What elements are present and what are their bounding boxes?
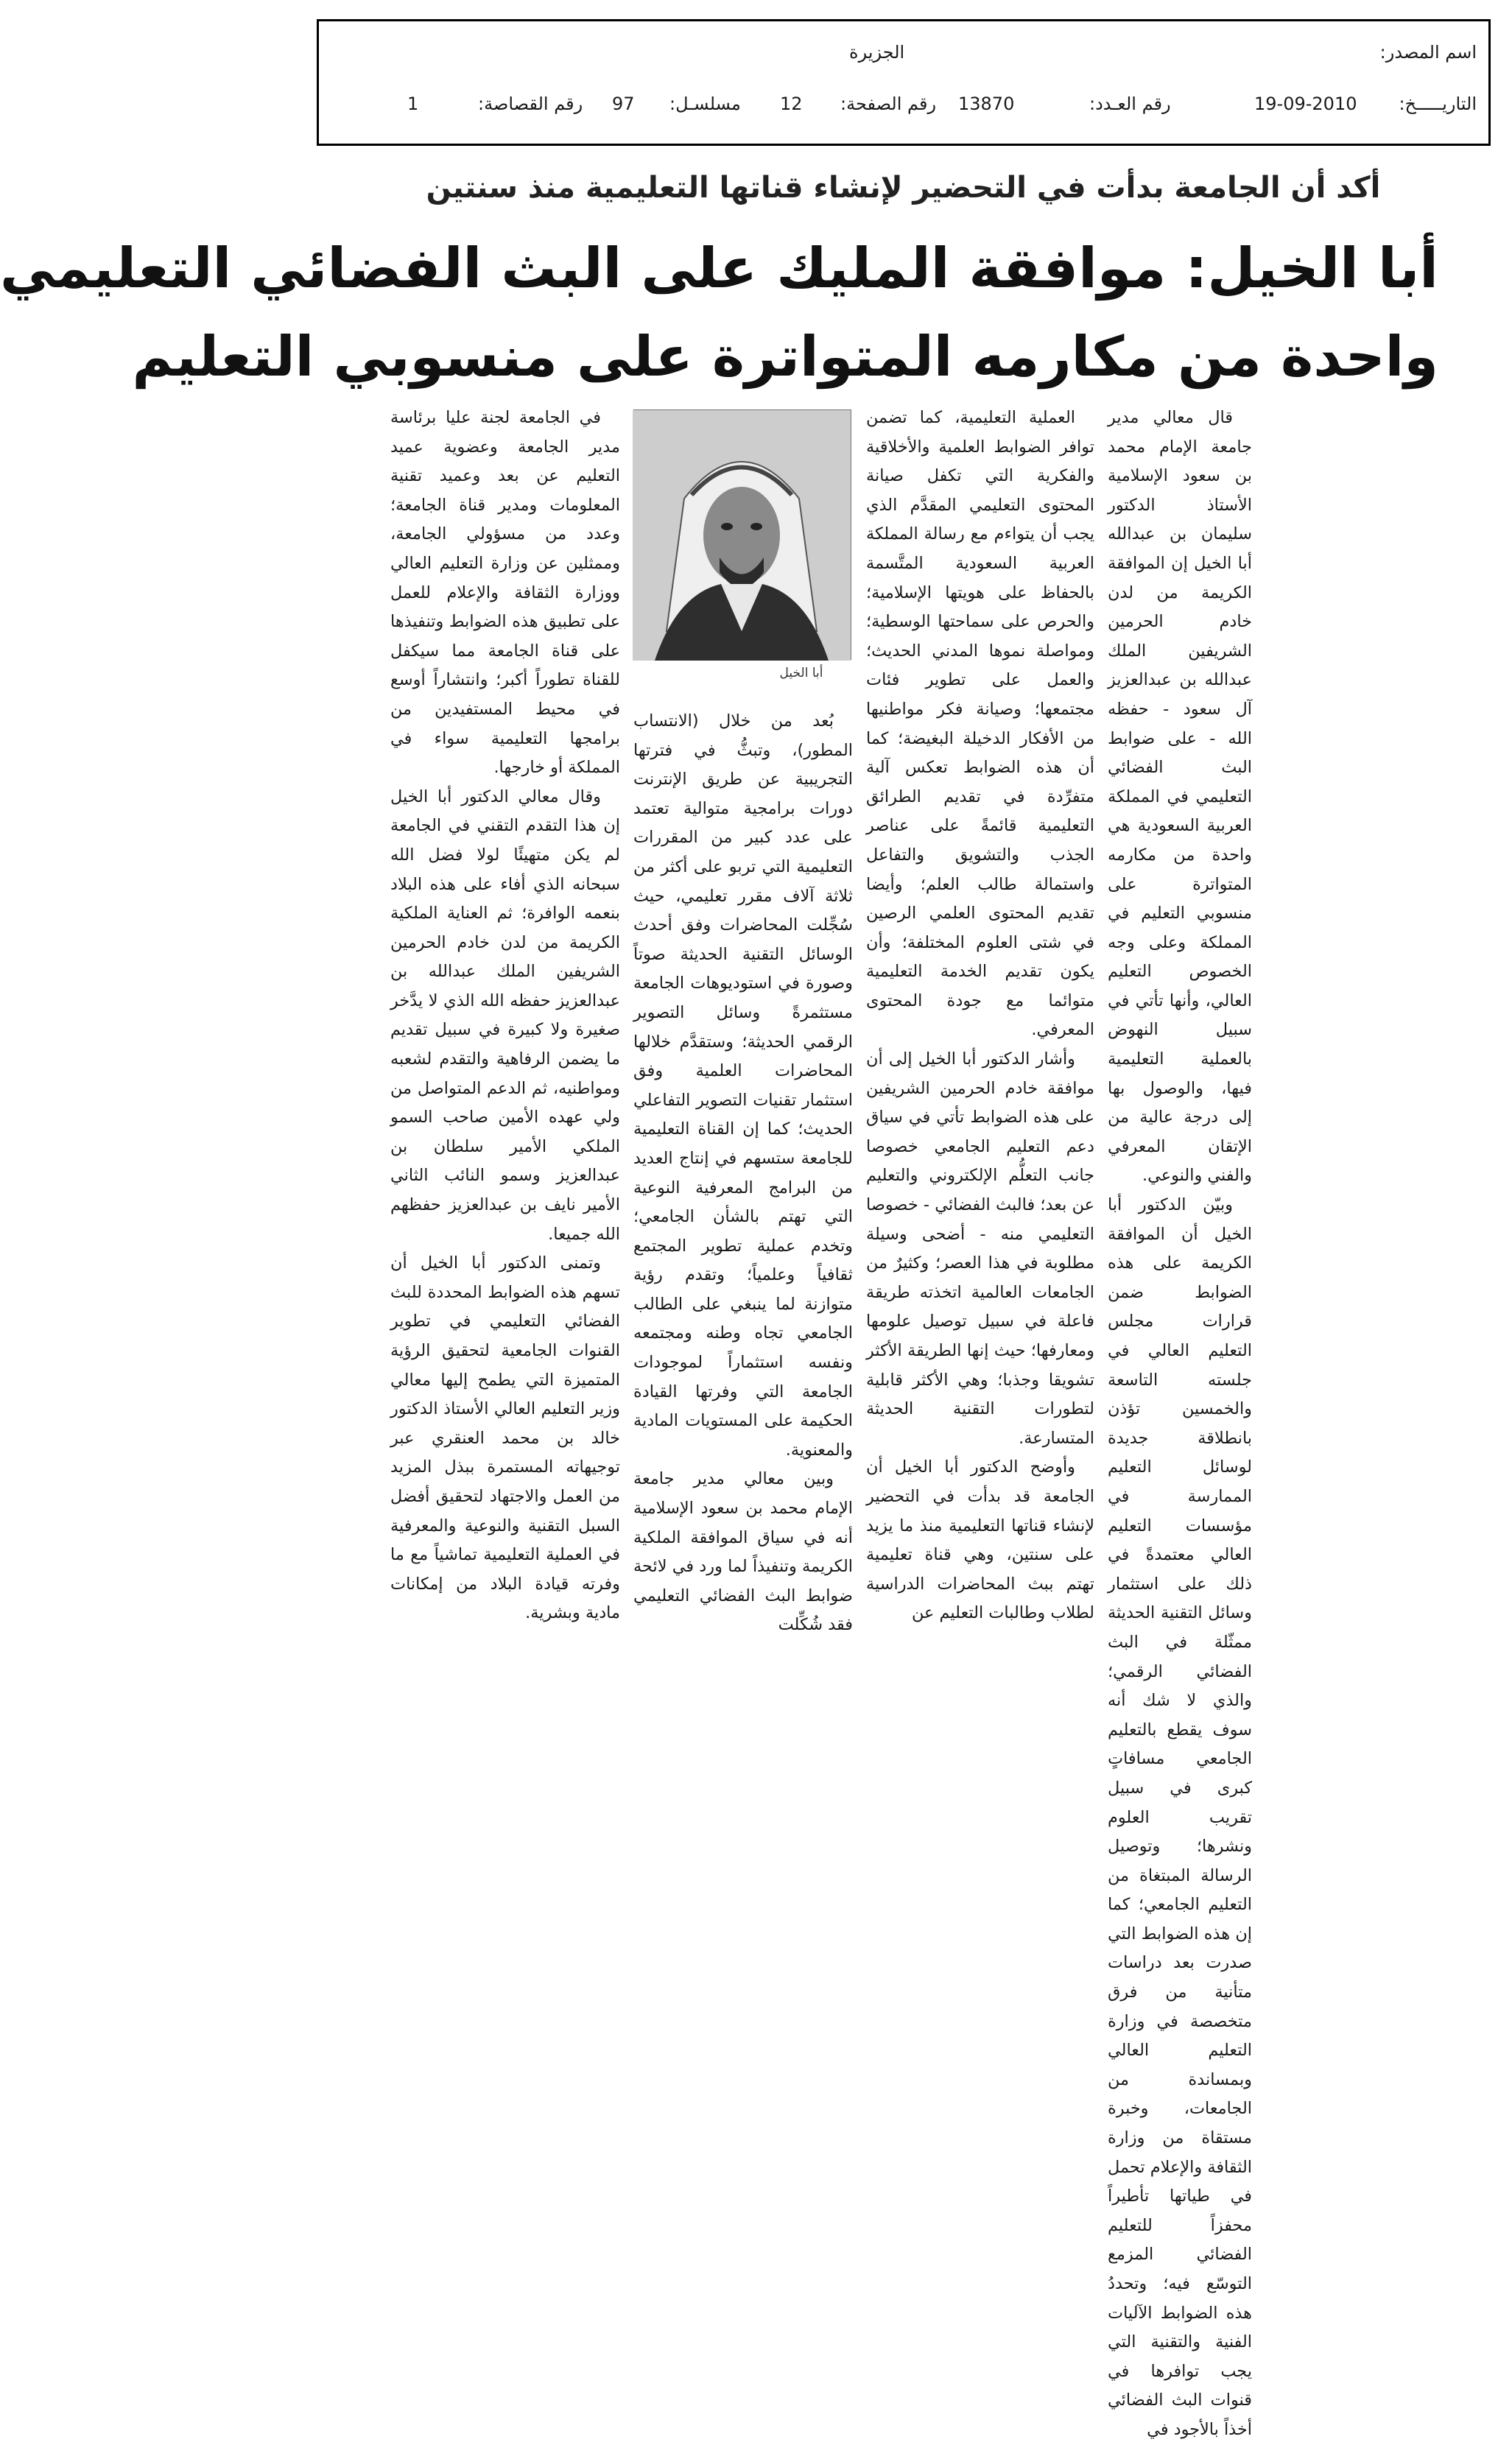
article-headline-line2: واحدة من مكارمه المتواترة على منسوبي التعليم xyxy=(132,324,1438,389)
paragraph: وأوضح الدكتور أبا الخيل أن الجامعة قد بدأت في التحضير لإنشاء قناتها التعليمية منذ ما يزيد على سنتين، وهي قناة تعليمية تهتم ببث المحاضرات الدراسية لطلاب وطالبات التعليم عن xyxy=(866,1457,1094,1623)
date-label: التاريـــــخ: xyxy=(1399,94,1477,114)
article-subheadline: أكد أن الجامعة بدأت في التحضير لإنشاء قناتها التعليمية منذ سنتين xyxy=(426,171,1381,205)
paragraph: وبيّن الدكتور أبا الخيل أن الموافقة الكريمة على هذه الضوابط ضمن قرارات مجلس التعليم العالي في جلسته التاسعة والخمسين تؤذن بانطلاقة جديدة لوسائل التعليم الممارسة في مؤسسات التعليم العالي معتمدةً في ذلك على استثمار وسائل التقنية الحديثة ممثّلة في البث الفضائي الرقمي؛ والذي لا شك أنه سوف يقطع بالتعليم الجامعي مسافاتٍ كبرى في سبيل تقريب العلوم ونشرها؛ وتوصيل الرسالة المبتغاة من التعليم الجامعي؛ كما إن هذه الضوابط التي صدرت بعد دراسات متأنية من فرق متخصصة في وزارة التعليم العالي وبمساندة من الجامعات، وخبرة مستقاة من وزارة الثقافة والإعلام تحمل في طياتها تأطيراً محفزاً للتعليم الفضائي المزمع التوسّع فيه؛ وتحددُ هذه الضوابط الآليات الفنية والتقنية التي يجب توافرها في قنوات البث الفضائي أخذاً بالأجود في xyxy=(1108,1195,1252,2439)
article-column-3 xyxy=(633,404,853,1635)
paragraph: قال معالي مدير جامعة الإمام محمد بن سعود الإسلامية الأستاذ الدكتور سليمان بن عبدالله أبا الخيل إن الموافقة الكريمة من لدن خادم الحرمين الشريفين الملك عبدالله بن عبدالعزيز آل سعود - حفظه الله - على ضوابط البث الفضائي التعليمي في المملكة العربية السعودية هي واحدة من مكارمه المتواترة على منسوبي التعليم في المملكة وعلى وجه الخصوص التعليم العالي، وأنها تأتي في سبيل النهوض بالعملية التعليمية فيها، والوصول بها إلى درجة عالية من الإتقان المعرفي والفني والنوعي. xyxy=(1108,408,1252,1186)
serial-label: مسلسـل: xyxy=(669,94,741,114)
article-column-4 xyxy=(390,404,620,1623)
article-column-1 xyxy=(1108,404,1252,2439)
metadata-row-details xyxy=(319,94,1488,123)
paragraph: وأشار الدكتور أبا الخيل إلى أن موافقة خادم الحرمين الشريفين على هذه الضوابط تأتي في سياق دعم التعليم الجامعي خصوصا جانب التعلُّم الإلكتروني والتعليم عن بعد؛ فالبث الفضائي - خصوصا التعليمي منه - أضحى وسيلة مطلوبة في هذا العصر؛ وكثيرٌ من الجامعات العالمية اتخذته طريقة فاعلة في سبيل توصيل علومها ومعارفها؛ حيث إنها الطريقة الأكثر تشويقا وجذبا؛ وهي الأكثر قابلية لتطورات التقنية الحديثة المتسارعة. xyxy=(866,1049,1094,1448)
paragraph: وقال معالي الدكتور أبا الخيل إن هذا التقدم التقني في الجامعة لم يكن متهيئًا لولا فضل الله سبحانه الذي أفاء على هذه البلاد بنعمه الوافرة؛ ثم العناية الملكية الكريمة من لدن خادم الحرمين الشريفين الملك عبدالله بن عبدالعزيز حفظه الله الذي لا يدَّخر صغيرة ولا كبيرة في سبيل تقديم ما يضمن الرفاهية والتقدم لشعبه ومواطنيه، ثم الدعم المتواصل من ولي عهده الأمين صاحب السمو الملكي الأمير سلطان بن عبدالعزيز وسمو النائب الثاني الأمير نايف بن عبدالعزيز حفظهم الله جميعا. xyxy=(390,787,620,1244)
paragraph: بُعد من خلال (الانتساب المطور)، وتبثُّ في فترتها التجريبية عن طريق الإنترنت دورات برامجية متوالية تعتمد على عدد كبير من المقررات التعليمية التي تربو على أكثر من ثلاثة آلاف مقرر تعليمي، حيث سُجِّلت المحاضرات وفق أحدث الوسائل التقنية الحديثة صوتاً وصورة في استوديوهات الجامعة مستثمرةً وسائل التصوير الرقمي الحديثة؛ وستقدَّم خلالها المحاضرات العلمية وفق استثمار تقنيات التصوير التفاعلي الحديث؛ كما إن القناة التعليمية للجامعة ستسهم في إنتاج العديد من البرامج المعرفية النوعية التي تهتم بالشأن الجامعي؛ وتخدم عملية تطوير المجتمع ثقافياً وعلمياً؛ وتقدم رؤية متوازنة لما ينبغي على الطالب الجامعي تجاه وطنه ومجتمعه ونفسه استثماراً لموجودات الجامعة التي وفرتها القيادة الحكيمة على المستويات المادية والمعنوية. xyxy=(633,711,853,1460)
column-3-body xyxy=(633,707,853,1635)
source-label: اسم المصدر: xyxy=(1379,42,1477,63)
clipping-value: 1 xyxy=(407,94,419,114)
article-headline-line1: أبا الخيل: موافقة المليك على البث الفضائي التعليمي xyxy=(0,236,1438,300)
page-label: رقم الصفحة: xyxy=(840,94,937,114)
source-value: الجزيرة xyxy=(849,42,905,63)
page-value: 12 xyxy=(780,94,803,114)
metadata-row-source xyxy=(319,42,1488,71)
photo-caption: أبا الخيل xyxy=(779,666,823,680)
date-value: 19-09-2010 xyxy=(1254,94,1357,114)
paragraph: وبين معالي مدير جامعة الإمام محمد بن سعود الإسلامية أنه في سياق الموافقة الملكية الكريمة وتنفيذاً لما ورد في لائحة ضوابط البث الفضائي التعليمي فقد شُكِّلت xyxy=(633,1469,853,1635)
issue-label: رقم العـدد: xyxy=(1089,94,1171,114)
paragraph: وتمنى الدكتور أبا الخيل أن تسهم هذه الضوابط المحددة للبث الفضائي التعليمي في تطوير القنوات الجامعية لتحقيق الرؤية المتميزة التي يطمح إليها معالي وزير التعليم العالي الأستاذ الدكتور خالد بن محمد العنقري عبر توجيهاته المستمرة ببذل المزيد من العمل والاجتهاد لتحقيق أفضل السبل التقنية والنوعية والمعرفية في العملية التعليمية تماشياً مع ما وفرته قيادة البلاد من إمكانات مادية وبشرية. xyxy=(390,1253,620,1623)
serial-value: 97 xyxy=(612,94,635,114)
paragraph: العملية التعليمية، كما تضمن توافر الضوابط العلمية والأخلاقية والفكرية التي تكفل صيانة المحتوى التعليمي المقدَّم الذي يجب أن يتواءم مع رسالة المملكة العربية السعودية المتَّسمة بالحفاظ على هويتها الإسلامية؛ والحرص على سماحتها الوسطية؛ ومواصلة نموها المدني الحديث؛ والعمل على تطوير فئات مجتمعها؛ وصيانة فكر مواطنيها من الأفكار الدخيلة البغيضة؛ كما أن هذه الضوابط تعكس آلية متفرِّدة في تقديم الطرائق التعليمية قائمةً على عناصر الجذب والتشويق والتفاعل واستمالة طالب العلم؛ وأيضا تقديم المحتوى العلمي الرصين في شتى العلوم المختلفة؛ وأن يكون تقديم الخدمة التعليمية متوائما مع جودة المحتوى المعرفي. xyxy=(866,408,1094,1040)
clipping-label: رقم القصاصة: xyxy=(478,94,583,114)
clipping-metadata-box xyxy=(317,19,1491,146)
article-column-2 xyxy=(866,404,1094,1623)
issue-value: 13870 xyxy=(958,94,1015,114)
paragraph: في الجامعة لجنة عليا برئاسة مدير الجامعة وعضوية عميد التعليم عن بعد وعميد تقنية المعلومات ومدير قناة الجامعة؛ وعدد من مسؤولي الجامعة، وممثلين عن وزارة التعليم العالي ووزارة الثقافة والإعلام للعمل على تطبيق هذه الضوابط وتنفيذها على قناة الجامعة مما سيكفل للقناة تطوراً أكبر؛ وانتشاراً أوسع في محيط المستفيدين من برامجها التعليمية سواء في المملكة أو خارجها. xyxy=(390,408,620,778)
